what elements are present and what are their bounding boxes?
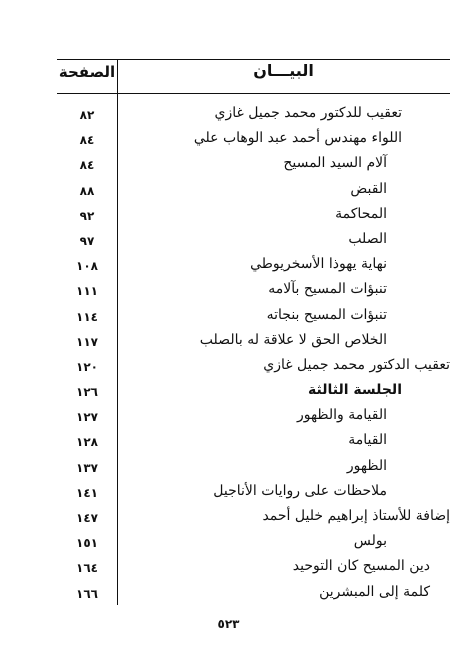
section-title: الجلسة الثالثة: [308, 382, 402, 399]
entry-title: آلام السيد المسيح: [283, 155, 387, 172]
toc-entry: [57, 432, 450, 457]
entry-title: القبض: [350, 180, 387, 197]
entry-page-number: ٨٤: [79, 158, 95, 173]
table-of-contents: [57, 59, 450, 605]
header-rule: [57, 93, 450, 94]
entry-page-number: ١٤١: [76, 485, 98, 500]
entry-title: تعقيب الدكتور محمد جميل غازي: [263, 356, 450, 373]
entry-title: الخلاص الحق لا علاقة له بالصلب: [199, 331, 387, 348]
toc-entry: [57, 256, 450, 281]
entry-title: المحاكمة: [335, 205, 387, 222]
entry-title: إضافة للأستاذ إبراهيم خليل أحمد: [262, 508, 450, 524]
toc-entry: [57, 181, 450, 206]
entry-title: اللواء مهندس أحمد عبد الوهاب علي: [193, 130, 402, 147]
entry-page-number: ٨٨: [79, 183, 95, 198]
entry-page-number: ١٤٧: [76, 511, 98, 525]
entry-page-number: ١٠٨: [76, 259, 98, 274]
entry-title: الظهور: [346, 457, 387, 474]
page-column-header: الصفحة: [58, 63, 116, 81]
entry-title: ملاحظات على روايات الأناجيل: [213, 482, 387, 499]
entry-page-number: ١٢٦: [76, 385, 98, 400]
entry-page-number: ٨٢: [79, 108, 95, 122]
toc-entry: [57, 357, 450, 382]
toc-entry: [57, 206, 450, 231]
entry-title: تعقيب للدكتور محمد جميل غازي: [214, 105, 402, 121]
entry-page-number: ٩٧: [79, 233, 95, 248]
entry-page-number: ١١٧: [76, 334, 98, 349]
entry-page-number: ١٢٧: [76, 410, 98, 425]
entry-page-number: ٩٢: [79, 208, 95, 223]
entry-page-number: ١١١: [76, 284, 98, 299]
entry-title: نهاية يهوذا الأسخريوطي: [250, 256, 387, 273]
toc-entry: [57, 407, 450, 432]
entry-page-number: ٨٤: [79, 133, 95, 148]
entry-title: القيامة: [348, 432, 387, 449]
entry-title: القيامة والظهور: [296, 407, 387, 424]
page-number: ٥٢٣: [217, 617, 240, 631]
toc-entry: [57, 130, 450, 155]
entry-title: كلمة إلى المبشرين: [319, 583, 430, 600]
toc-entry: [57, 584, 450, 609]
entry-title: بولس: [353, 533, 387, 550]
toc-entry: [57, 281, 450, 306]
description-column-header: البيـــان: [253, 61, 314, 80]
toc-entry: [57, 558, 450, 583]
entry-page-number: ١٥١: [76, 536, 98, 551]
entry-title: دين المسيح كان التوحيد: [292, 558, 430, 575]
toc-entry: [57, 307, 450, 332]
entry-page-number: ١١٤: [76, 309, 98, 324]
entry-page-number: ١٦٤: [76, 561, 98, 576]
top-rule: [57, 59, 450, 60]
entry-page-number: ١٢٠: [76, 359, 98, 374]
toc-entry: [57, 332, 450, 357]
entry-page-number: ١٢٨: [76, 435, 98, 450]
entry-title: تنبؤات المسيح بنجاته: [266, 306, 387, 323]
entry-page-number: ١٦٦: [76, 586, 98, 601]
toc-entry: [57, 483, 450, 508]
toc-entry: [57, 231, 450, 256]
entry-page-number: ١٣٧: [76, 460, 98, 475]
toc-entry: [57, 105, 450, 130]
toc-entry: [57, 155, 450, 180]
entries-list: [57, 105, 450, 609]
toc-entry: [57, 533, 450, 558]
entry-title: تنبؤات المسيح بآلامه: [268, 281, 387, 298]
toc-entry: [57, 508, 450, 533]
section-heading-row: [57, 382, 450, 407]
toc-entry: [57, 458, 450, 483]
entry-title: الصلب: [348, 230, 387, 247]
